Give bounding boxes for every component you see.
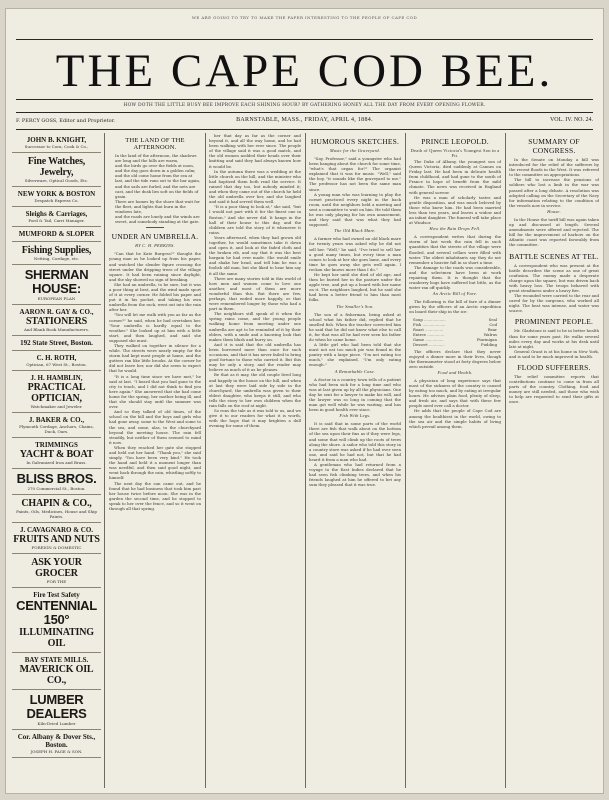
news-subheading: House. (547, 208, 561, 214)
news-heading: FLOOD SUFFERERS. (517, 363, 591, 372)
ad-text: LUMBER DEALERS (26, 692, 87, 721)
sketch-title: The Smaller's Son. (336, 303, 374, 309)
ad-text: C. H. ROTH, (36, 354, 77, 362)
column-6 (509, 133, 599, 788)
news-body: Mr. Gladstone is said to be in better health than for some years past. He walks several miles every day and works at his desk until late at night. General Grant is at his home in New York, and is said to be much improved in health. (509, 328, 599, 359)
ad-text: And Blank Book Manufacturers. (23, 327, 90, 332)
ad-text: TRIMMINGS (35, 441, 78, 449)
ad-text: BAY STATE MILLS. (24, 656, 89, 664)
ad-text: Sleighs & Carriages, (25, 210, 88, 218)
story-heading: UNDER AN UMBRELLA. (111, 232, 199, 242)
news-body: The Duke of Albany, the youngest son of Queen Victoria, died suddenly at Cannes on Friday last. He had been in delicate health from childhood, and had gone to the south of France in hope of benefit from the mild climate. The news was received in England with general sorrow. He was a man of scholarly tastes and gentle disposition, and was much beloved by those who knew him. He had been married less than two years, and leaves a widow and an infant daughter. The funeral will take place at Windsor. (409, 159, 501, 226)
ad-text: Watchmaker and Jeweler. (30, 404, 83, 409)
news-heading: SUMMARY OF CONGRESS. (528, 137, 580, 155)
advertisement (12, 730, 101, 758)
ad-text: Successor to Cora, Cook & Co., (24, 144, 89, 149)
advertisement (12, 438, 101, 469)
separator (146, 227, 164, 228)
column-3 (209, 133, 301, 788)
ad-text: CENTENNIAL 150° (16, 598, 97, 627)
top-notice: WE ARE GOING TO TRY TO MAKE THE PAPER INTERESTING TO THE PEOPLE OF CAPE COD (191, 15, 418, 20)
ad-text: Cor. Albany & Dover Sts., Boston. (17, 733, 96, 749)
ad-text: Fire Test Safety (33, 591, 80, 599)
news-body: The officers declare that they never enjoyed a dinner more in their lives, though the thermometer stood at forty degrees below zero outside. (409, 348, 501, 369)
advertisement (12, 469, 101, 495)
ad-text: J. CAVAGNARO & CO. (19, 526, 94, 534)
ad-text: Fishing Supplies, (21, 245, 92, 256)
column-rule (104, 133, 105, 788)
motto: HOW DOTH THE LITTLE BUSY BEE IMPROVE EACH SHINING HOUR? BY GATHERING HONEY ALL THE DAY FROM EVERY OPENING FLOWER. (123, 103, 486, 108)
news-body: A correspondent who was present at the battle describes the scene as one of great confusion. The enemy made a desperate charge upon the square, but was driven back with heavy loss. The troops behaved with great steadiness under a heavy fire. The wounded were carried to the rear and cared for by the surgeons, who worked all night. The heat was intense, and water was scarce. (509, 262, 599, 314)
news-heading: PRINCE LEOPOLD. (421, 137, 489, 146)
ad-text: AARON R. GAY & CO., (19, 308, 94, 316)
advertisement (12, 133, 101, 153)
newspaper-page (5, 8, 604, 794)
table-row: Dessert ............. Pudding (413, 341, 497, 347)
poem-heading: THE LAND OF THE AFTERNOON. (125, 137, 185, 151)
ad-text: PRACTICAL OPTICIAN, (27, 382, 86, 404)
masthead-top-rule (16, 39, 593, 40)
column-4 (309, 133, 401, 788)
ad-text: In Galvanized Iron and Brass. (26, 460, 87, 465)
ad-text: BLISS BROS. (16, 471, 97, 486)
ad-text: Despatch Express Co. (34, 198, 79, 203)
ad-text: Plymouth Cordage, Anchors, Chains, Duck, Oars. (19, 424, 94, 434)
sketch-title: Fish With Legs. (339, 413, 371, 419)
dateline: BARNSTABLE, MASS., FRIDAY, APRIL 4, 1884. (236, 117, 373, 123)
dateline-top-rule (16, 112, 593, 113)
dateline-bottom-rule (16, 129, 593, 130)
masthead: THE CAPE COD BEE. (55, 45, 554, 97)
advertisement (12, 227, 101, 242)
sketch-title: A Remarkable Case. (334, 368, 376, 374)
table-row: Game ............... Ptarmigan (413, 336, 497, 342)
news-body: A physician of long experience says that most of the sickness of the country is caused by eating too much, and by eating at irregular hours. He advises plain food, plenty of sleep, and fresh air, and says that with these few people need ever call a doctor. He adds that the people of Cape Cod are among the healthiest in the world, owing to the sea air and the simple habits of living which prevail among them. (409, 377, 501, 429)
column-rule (405, 133, 406, 788)
ad-text: Netting, Cordage, etc. (33, 256, 80, 261)
ad-text: JOSEPH H. PAGE & SON. (30, 749, 83, 754)
ad-text: Paints, Oils, Medicines, House and Ship Paints. (16, 509, 97, 519)
advertisement (12, 554, 101, 588)
bill-of-fare (413, 317, 497, 347)
news-subheading: Food and Health. (437, 369, 473, 375)
column-rule (505, 133, 506, 788)
sketch-body: It is said that in some parts of the world there are fish that walk about on the bottom of the sea upon their fins as if they were legs, and some that will climb up the roots of trees along the shore. A sailor who told this story in a country store was asked if he had ever seen one, and said he had not, but that he had heard it from a man who had. A gentleman who had returned from a voyage to the East Indies declared that he had seen fish climbing trees, and when his friends laughed at him he offered to bet any sum they pleased that it was true. (309, 421, 401, 488)
ad-text: J. H. HAMBLIN, (30, 374, 83, 382)
news-subheading: How the Rain Drops Fell. (429, 226, 481, 232)
table-row: Roast ............... Bear (413, 326, 497, 332)
advertisement (12, 153, 101, 187)
ad-text: YACHT & BOAT (19, 449, 94, 460)
ad-text: 192 State Street, Boston. (20, 339, 93, 347)
news-body: In the Senate on Monday a bill was introduced for the relief of the sufferers by the recent floods in the West. It was referred to the committee on appropriations. The bill to increase the pensions of soldiers who lost a limb in the war was passed after a long debate. A resolution was adopted calling on the Secretary of the Navy for information relating to the condition of the vessels now in service. (509, 157, 599, 208)
dateline-bar (16, 117, 593, 127)
ads-column (12, 133, 101, 788)
sketch-body: A doctor in a country town tells of a patient who had been sick for a long time and who was at last given up by all the physicians. One day he sent for a lawyer to make his will, and the lawyer was so long in coming that the man got well while he was waiting, and has been in good health ever since. (309, 376, 401, 413)
story-byline: BY C. H. PERKINS. (135, 243, 175, 249)
advertisement (12, 413, 101, 438)
ad-text: 270 Commercial St., Boston. (27, 486, 86, 491)
advertisement (12, 305, 101, 336)
table-row: Fish ................... Cod (413, 321, 497, 327)
news-heading: BATTLE SCENES AT TEL. (509, 251, 599, 261)
ad-text: J. BAKER & CO., (28, 416, 85, 424)
advertisement (12, 265, 101, 305)
ad-text: NEW YORK & BOSTON (17, 190, 96, 198)
advertisement (12, 690, 101, 730)
sketch-body: "Say, Professor," said a youngster who had been hanging about the church for some time, "what's that organ for?" The organist explained that it was for music. "Well," said the boy, "it sounds like the graveyard to me." The professor has not been the same man since. A young man who was learning to play the cornet practiced every night in the back room, until the neighbors held a meeting and sent a committee to wait on him. He told them he was only playing for his own amusement, and they said that was what they had supposed. (309, 156, 401, 228)
ad-text: SHERMAN HOUSE: (24, 267, 89, 296)
news-subheading: An Arctic Bill of Fare. (432, 291, 478, 297)
poem-verse: In the land of the afternoon, the shadows are long and the hills are warm, and the birds go over the fields at noon, and the day goes down in a golden calm; and the old come home from the sea at last, and the tide runs out to the bar again, and the sails are furled, and the nets are cast, and the dusk lies soft on the fields of grain. There are homes by the shore that wait for the fleet, and lights that burn in the windows late, and the roads are lonely and the winds are sweet, and somebody standing at the gate. (115, 153, 201, 225)
advertisement (12, 523, 101, 554)
ad-text: Optician, 67 West St., Boston. (26, 362, 87, 367)
news-body: In the House the tariff bill was again taken up and discussed at length. Several amendments were offered and rejected. The bill for the improvement of harbors on the Atlantic coast was reported favorably from the committee. (509, 216, 599, 248)
advertisement (12, 187, 101, 207)
ad-text: MUMFORD & SLOPER (18, 230, 95, 238)
ad-text: STATIONERS (26, 316, 87, 327)
advertisement (12, 242, 101, 265)
sketch-body: The son of a fisherman, being asked at school what his father did, replied that he smelled fish. When the teacher corrected him he said that he did not know what else to call it, for that was all he had ever seen his father do when he came home. A little girl who had been told that she must not eat too much pie was found in the pantry with a large piece. "I'm not eating too much," she explained, "I'm only eating enough." (309, 311, 401, 368)
ad-text: EUROPEAN PLAN (37, 296, 76, 301)
advertisement (12, 653, 101, 690)
ad-text: Silverware, Optical Goods, Etc. (24, 178, 89, 183)
column-2 (109, 133, 201, 788)
ad-text: FOR THE (46, 579, 67, 584)
column-5 (409, 133, 501, 788)
news-body: The relief committee reports that contributions continue to come in from all parts of the country. Clothing, food and money are still needed, and those who wish to help are requested to send their gifts at once. (509, 374, 599, 405)
story-body: "Can that be Kate Burgess?" thought the young man as he looked up from his paper, and watched the slender figure crossing the street under the dripping trees of the village square. It had been raining since daylight, and the sky showed no sign of breaking. She had an umbrella, to be sure, but it was a poor thing at best, and the wind made sport of it at every corner. He folded his paper and put it in his pocket, and taking his own umbrella from the rack, went out into the rain after her. "You will let me walk with you as far as the corner?" he said, when he had overtaken her. "Your umbrella is hardly equal to the weather." She looked up at him with a little start, and then laughed, and said she supposed she must. They walked on together in silence for a while. The streets were nearly empty, for the storm had kept most people at home, and the gutters ran like little brooks. At the corner he did not leave her, nor did she seem to expect that he would. "It is a long time since we have met," he said at last. "I heard that you had gone to the city to teach, and I did not think to find you here again." She answered that she had come home for the spring, her mother being ill, and that she should stay until the summer was over. And so they talked of old times, of the school on the hill and the boys and girls who had gone away, some to the West and some to the sea, and some, alas, to the churchyard beyond the meeting house. The rain fell steadily, but neither of them seemed to mind it now. When they reached her gate she stopped and held out her hand. "Thank you," she said simply. "You have been very kind." He took the hand and held it a moment longer than was needful, and then said good night, and went back through the rain, whistling softly to himself. The next day the sun came out, and he found that he had business that took him past her house twice before noon. She was in the garden the second time, and he stopped to speak to her over the fence, and so it went on through all that spring. (109, 251, 201, 511)
editor-credit: F. PERCY GOSS, Editor and Proprietor. (16, 118, 116, 124)
ad-text: CHAPIN & CO., (21, 498, 92, 509)
ad-text: ILLUMINATING OIL (19, 627, 94, 649)
sketch-title: Music for the Graveyard. (329, 148, 381, 153)
advertisement (12, 336, 101, 351)
column-rule (205, 133, 206, 788)
masthead-bottom-rule (16, 99, 593, 100)
news-body: The following is the bill of fare of a dinner given by the officers of an Arctic expedition on board their ship in the ice: (409, 299, 501, 315)
advertisement (12, 371, 101, 413)
sketch-title: The Old Black Mare. (334, 228, 376, 234)
ad-text: FRUITS AND NUTS (13, 534, 100, 545)
table-row: Soup .................. Seal (413, 316, 497, 322)
advertisement (12, 351, 101, 371)
news-heading: PROMINENT PEOPLE. (514, 317, 594, 327)
sketch-body: A farmer who had owned an old black mare for twenty years was asked why he did not sell her. "Well," he said, "I've tried to sell her a good many times, but every time a man comes to look at her she goes lame, and every time he goes away she gets well again. I reckon she knows more than I do." He kept her until she died of old age, and then he buried her in the pasture under the apple tree, and put up a board with her name on it. The neighbors laughed, but he said she had been a better friend to him than most folks. (309, 236, 401, 303)
advertisement (12, 207, 101, 227)
story-body-continued: her that day as far as the corner and beyond it, and all the way home, and he had been walking with her ever since. The people of the village said it was a good match, and the old women nodded their heads over their knitting and said they had always known how it would be. In the autumn there was a wedding at the little church on the hill, and the minister who had baptized them both read the service. It rained that day too, but nobody minded it; and when they came out of the church he held the old umbrella over her, and she laughed and said it had served them well. "It is a poor thing to look at," she said, "but I would not part with it for the finest one in Boston." And she never did. It hangs in the hall of their house to this day, and the children are told the story of it whenever it rains. Years afterward, when they had grown old together, he would sometimes take it down and open it, and look at the faded cloth and the broken rib, and say that it was the best bargain he had ever made. She would smile and shake her head, and tell him he was a foolish old man, but she liked to hear him say it all the same. There are many stories told in this world of how men and women come to love one another, and most of them are more wonderful than this. But there are few, perhaps, that ended more happily, or that were remembered longer by those who had a part in them. The neighbors still speak of it when the spring rains come, and the young people walking home from meeting under one umbrella are apt to be reminded of it by their elders, with a smile and a knowing look that makes them blush and hurry on. And it is said that the old umbrella has been borrowed more than once for such occasions, and that it has never failed to bring good fortune to those who carried it. But this may be only a story, and the reader may believe as much of it as he pleases. Be that as it may, the old couple lived long and happily in the house on the hill, and when at last they were laid side by side in the churchyard, the umbrella was given to their eldest daughter, who keeps it still, and who tells the story to her own children when the rain falls on the roof at night. So runs the tale as it was told to us, and we give it to our readers for what it is worth, with the hope that it may brighten a dull evening for some of them. (209, 133, 301, 429)
table-row: Entree .............. Walrus (413, 331, 497, 337)
ad-text: MAVERICK OIL CO., (19, 664, 94, 686)
advertisement (12, 495, 101, 523)
ad-text: Kiln-Dried Lumber (37, 721, 76, 726)
ad-text: Fine Watches, Jewelry, (27, 156, 86, 178)
column-rule (305, 133, 306, 788)
news-deck: Death of Queen Victoria's Youngest Son in a Fit. (410, 148, 500, 158)
section-heading: HUMOROUS SKETCHES. (310, 137, 400, 146)
news-body: A correspondent writes that during the storm of last week the rain fell in such quantities that the streets of the village were flooded, and several cellars were filled with water. The oldest inhabitants say they do not remember a heavier fall in so short a time. The damage to the roads was considerable, and the selectmen have been at work repairing them. It is thought that the cranberry bogs have suffered but little, as the water ran off quickly. (409, 234, 501, 291)
advertisement (12, 588, 101, 653)
ad-text: ASK YOUR GROCER (31, 557, 82, 579)
ad-text: Ford & Tail, Carri Manager. (28, 218, 85, 223)
ad-text: FOREIGN & DOMESTIC (31, 545, 82, 550)
ad-text: JOHN B. KNIGHT, (26, 136, 87, 144)
volume-number: VOL. IV. NO. 24. (549, 117, 593, 123)
